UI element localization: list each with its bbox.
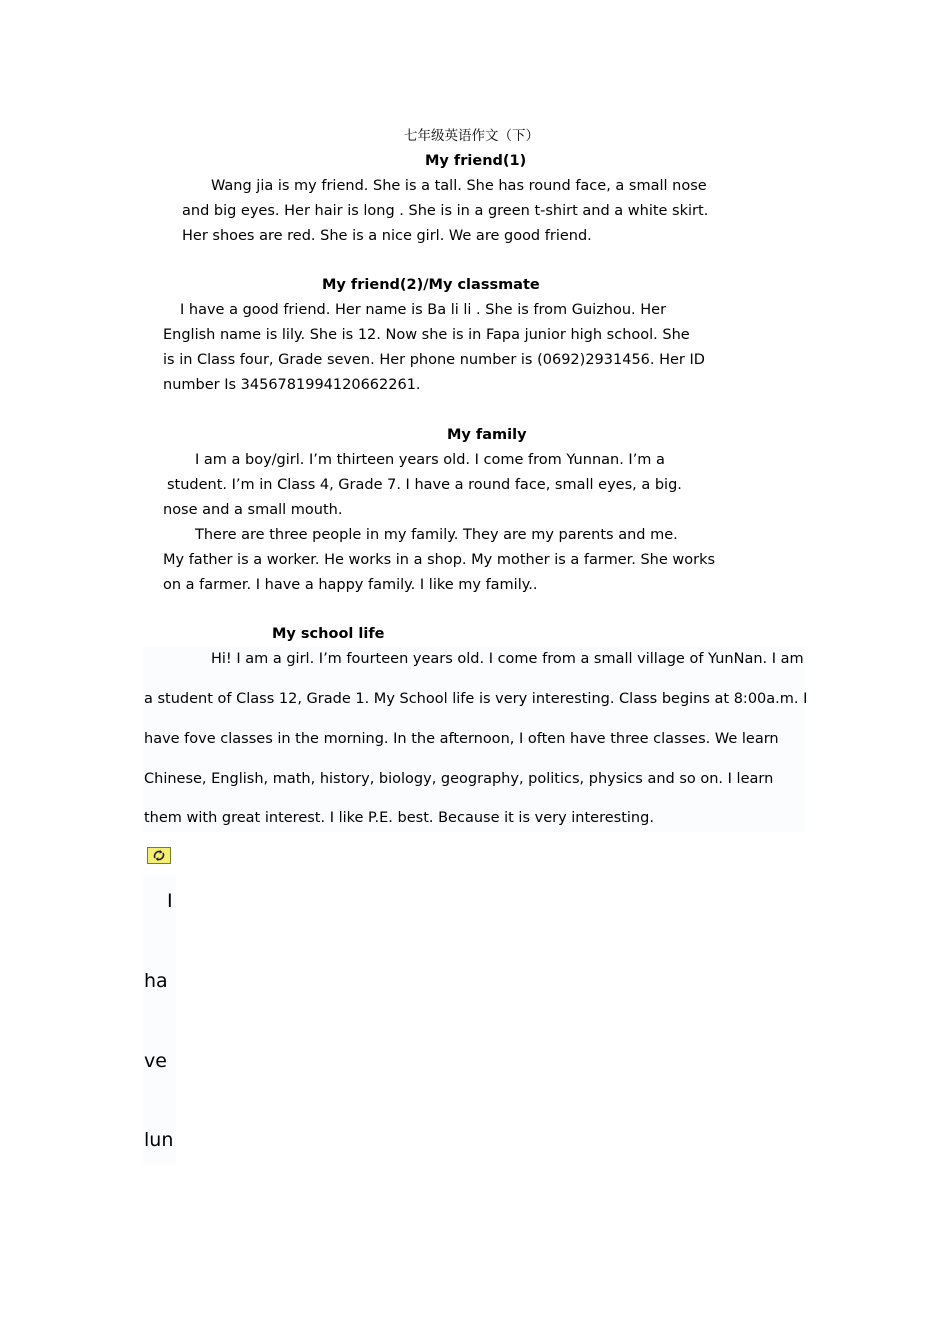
section-heading-my-classmate: My friend(2)/My classmate [322, 277, 540, 293]
paragraph-line: them with great interest. I like P.E. best. Because it is very interesting. [144, 810, 654, 826]
paragraph-line: My father is a worker. He works in a shop. My mother is a farmer. She works [163, 552, 716, 568]
section-heading-my-family: My family [447, 427, 527, 443]
refresh-arrows-icon-glyph [148, 848, 170, 863]
paragraph-line: Wang jia is my friend. She is a tall. She has round face, a small nose [211, 178, 707, 194]
paragraph-line: have fove classes in the morning. In the afternoon, I often have three classes. We learn [144, 731, 779, 747]
paragraph-line: a student of Class 12, Grade 1. My School life is very interesting. Class begins at 8:00a.m. I [144, 691, 808, 707]
paragraph-line: I am a boy/girl. I’m thirteen years old. I come from Yunnan. I’m a [195, 452, 665, 468]
paragraph-line: There are three people in my family. They are my parents and me. [195, 527, 678, 543]
paragraph-line: Hi! I am a girl. I’m fourteen years old. I come from a small village of YunNan. I am [211, 651, 804, 667]
section-heading-my-friend-1: My friend(1) [425, 153, 527, 169]
fragment-line: ve [144, 1050, 167, 1072]
paragraph-line: I have a good friend. Her name is Ba li li . She is from Guizhou. Her [180, 302, 667, 318]
document-title: 七年级英语作文（下） [404, 128, 539, 144]
narrow-text-column [143, 876, 176, 1164]
refresh-arrows-icon[interactable] [147, 847, 171, 864]
paragraph-line: Chinese, English, math, history, biology, geography, politics, physics and so on. I learn [144, 771, 774, 787]
paragraph-line: student. I’m in Class 4, Grade 7. I have a round face, small eyes, a big. [167, 477, 682, 493]
section-heading-my-school-life: My school life [272, 626, 385, 642]
paragraph-line: Her shoes are red. She is a nice girl. We are good friend. [182, 228, 592, 244]
paragraph-line: is in Class four, Grade seven. Her phone number is (0692)2931456. Her ID [163, 352, 705, 368]
fragment-line: lun [144, 1129, 174, 1151]
paragraph-line: and big eyes. Her hair is long . She is in a green t-shirt and a white skirt. [182, 203, 709, 219]
fragment-line: I [167, 890, 173, 912]
fragment-line: ha [144, 970, 168, 992]
paragraph-line: English name is lily. She is 12. Now she is in Fapa junior high school. She [163, 327, 690, 343]
paragraph-line: on a farmer. I have a happy family. I like my family.. [163, 577, 538, 593]
paragraph-line: number Is 3456781994120662261. [163, 377, 421, 393]
paragraph-line: nose and a small mouth. [163, 502, 343, 518]
